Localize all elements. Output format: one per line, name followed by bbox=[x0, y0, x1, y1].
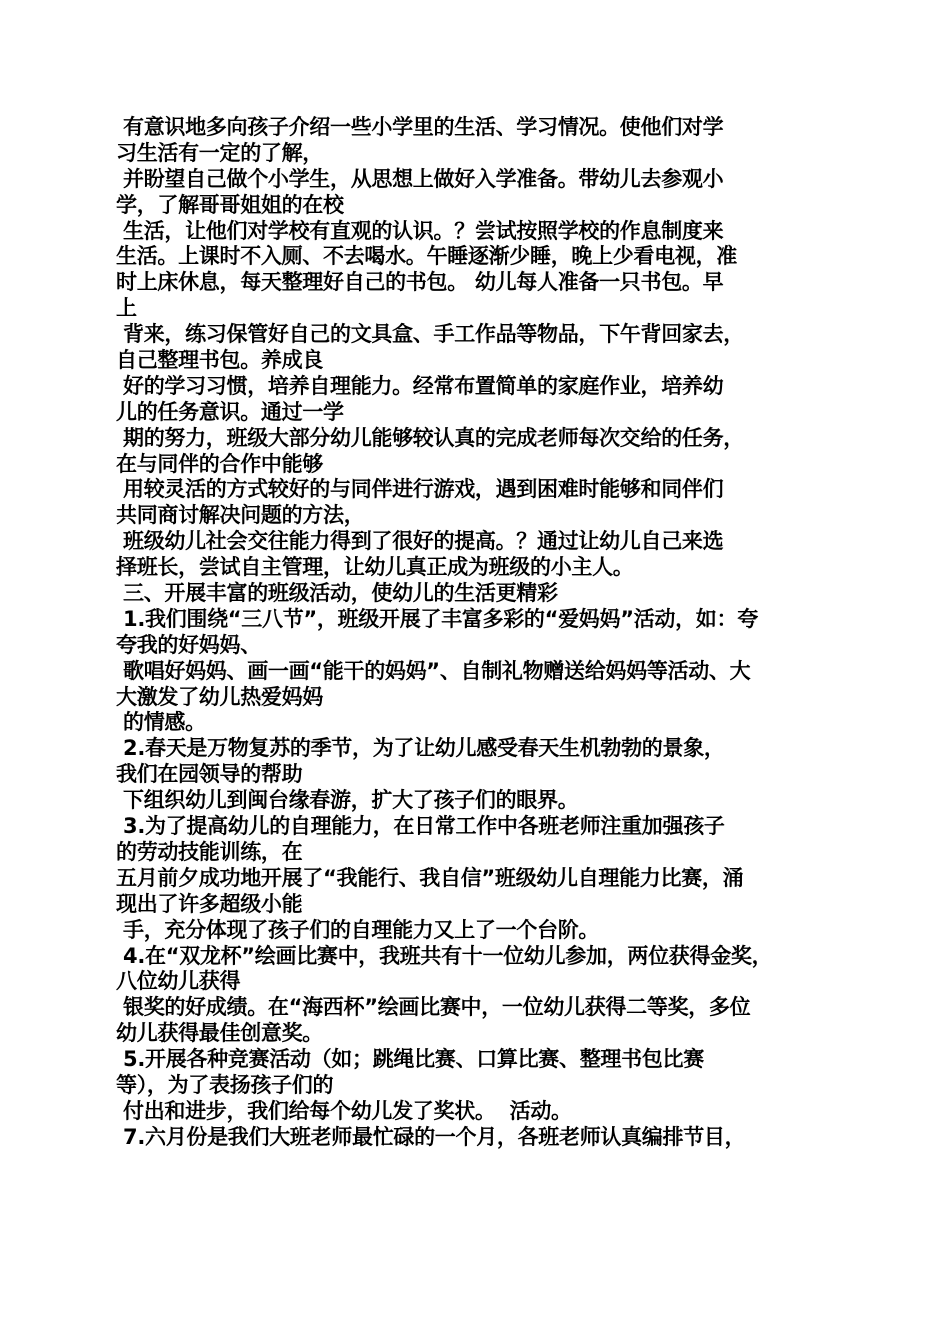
text-line: 三、开展丰富的班级活动，使幼儿的生活更精彩 bbox=[116, 581, 558, 606]
text-line: 下组织幼儿到闽台缘春游，扩大了孩子们的眼界。 bbox=[116, 788, 579, 813]
document-body bbox=[116, 115, 846, 1151]
text-line: 3.为了提高幼儿的自理能力，在日常工作中各班老师注重加强孩子 bbox=[116, 814, 725, 839]
text-line: 歌唱好妈妈、画一画“能干的妈妈”、自制礼物赠送给妈妈等活动、大 bbox=[116, 658, 751, 683]
text-line: 共同商讨解决问题的方法， bbox=[116, 503, 365, 528]
text-line: 付出和进步，我们给每个幼儿发了奖状。 活动。 bbox=[116, 1098, 572, 1123]
text-line: 生活。上课时不入厕、不去喝水。午睡逐渐少睡，晚上少看电视，准 bbox=[116, 244, 737, 269]
text-line: 1.我们围绕“三八节”，班级开展了丰富多彩的“爱妈妈”活动，如：夸 bbox=[116, 606, 758, 631]
text-line: 生活，让他们对学校有直观的认识。？尝试按照学校的作息制度来 bbox=[116, 218, 724, 243]
text-line: 手，充分体现了孩子们的自理能力又上了一个台阶。 bbox=[116, 917, 600, 942]
text-line: 自己整理书包。养成良 bbox=[116, 348, 323, 373]
text-line: 4.在“双龙杯”绘画比赛中，我班共有十一位幼儿参加，两位获得金奖， bbox=[116, 943, 773, 968]
text-line: 2.春天是万物复苏的季节，为了让幼儿感受春天生机勃勃的景象， bbox=[116, 736, 725, 761]
text-line: 幼儿获得最佳创意奖。 bbox=[116, 1021, 323, 1046]
text-line: 八位幼儿获得 bbox=[116, 969, 241, 994]
text-line: 的情感。 bbox=[116, 710, 206, 735]
text-line: 在与同伴的合作中能够 bbox=[116, 451, 323, 476]
text-line: 班级幼儿社会交往能力得到了很好的提高。？通过让幼儿自己来选 bbox=[116, 529, 724, 554]
text-line: 五月前夕成功地开展了“我能行、我自信”班级幼儿自理能力比赛，涌 bbox=[116, 865, 744, 890]
text-line: 等），为了表扬孩子们的 bbox=[116, 1072, 334, 1097]
text-line: 儿的任务意识。通过一学 bbox=[116, 399, 344, 424]
text-line: 大激发了幼儿热爱妈妈 bbox=[116, 684, 323, 709]
text-line: 5.开展各种竞赛活动（如；跳绳比赛、口算比赛、整理书包比赛 bbox=[116, 1047, 704, 1072]
text-line: 择班长，尝试自主管理，让幼儿真正成为班级的小主人。 bbox=[116, 555, 634, 580]
text-line: 夸我的好妈妈、 bbox=[116, 632, 261, 657]
text-line: 银奖的好成绩。在“海西杯”绘画比赛中，一位幼儿获得二等奖，多位 bbox=[116, 995, 751, 1020]
text-line: 好的学习习惯，培养自理能力。经常布置简单的家庭作业，培养幼 bbox=[116, 373, 724, 398]
text-line: 7.六月份是我们大班老师最忙碌的一个月，各班老师认真编排节目， bbox=[116, 1124, 746, 1149]
text-line: 的劳动技能训练，在 bbox=[116, 839, 303, 864]
text-line: 时上床休息，每天整理好自己的书包。 幼儿每人准备一只书包。早 bbox=[116, 270, 724, 295]
text-line: 用较灵活的方式较好的与同伴进行游戏，遇到困难时能够和同伴们 bbox=[116, 477, 724, 502]
text-line: 有意识地多向孩子介绍一些小学里的生活、学习情况。使他们对学 bbox=[116, 115, 724, 139]
text-line: 学，了解哥哥姐姐的在校 bbox=[116, 192, 344, 217]
text-line: 我们在园领导的帮助 bbox=[116, 762, 303, 787]
text-line: 期的努力，班级大部分幼儿能够较认真的完成老师每次交给的任务， bbox=[116, 425, 745, 450]
text-line: 习生活有一定的了解， bbox=[116, 140, 323, 165]
text-line: 上 bbox=[116, 296, 137, 321]
text-line: 并盼望自己做个小学生，从思想上做好入学准备。带幼儿去参观小 bbox=[116, 166, 724, 191]
text-line: 背来，练习保管好自己的文具盒、手工作品等物品，下午背回家去， bbox=[116, 322, 745, 347]
text-line: 现出了许多超级小能 bbox=[116, 891, 303, 916]
